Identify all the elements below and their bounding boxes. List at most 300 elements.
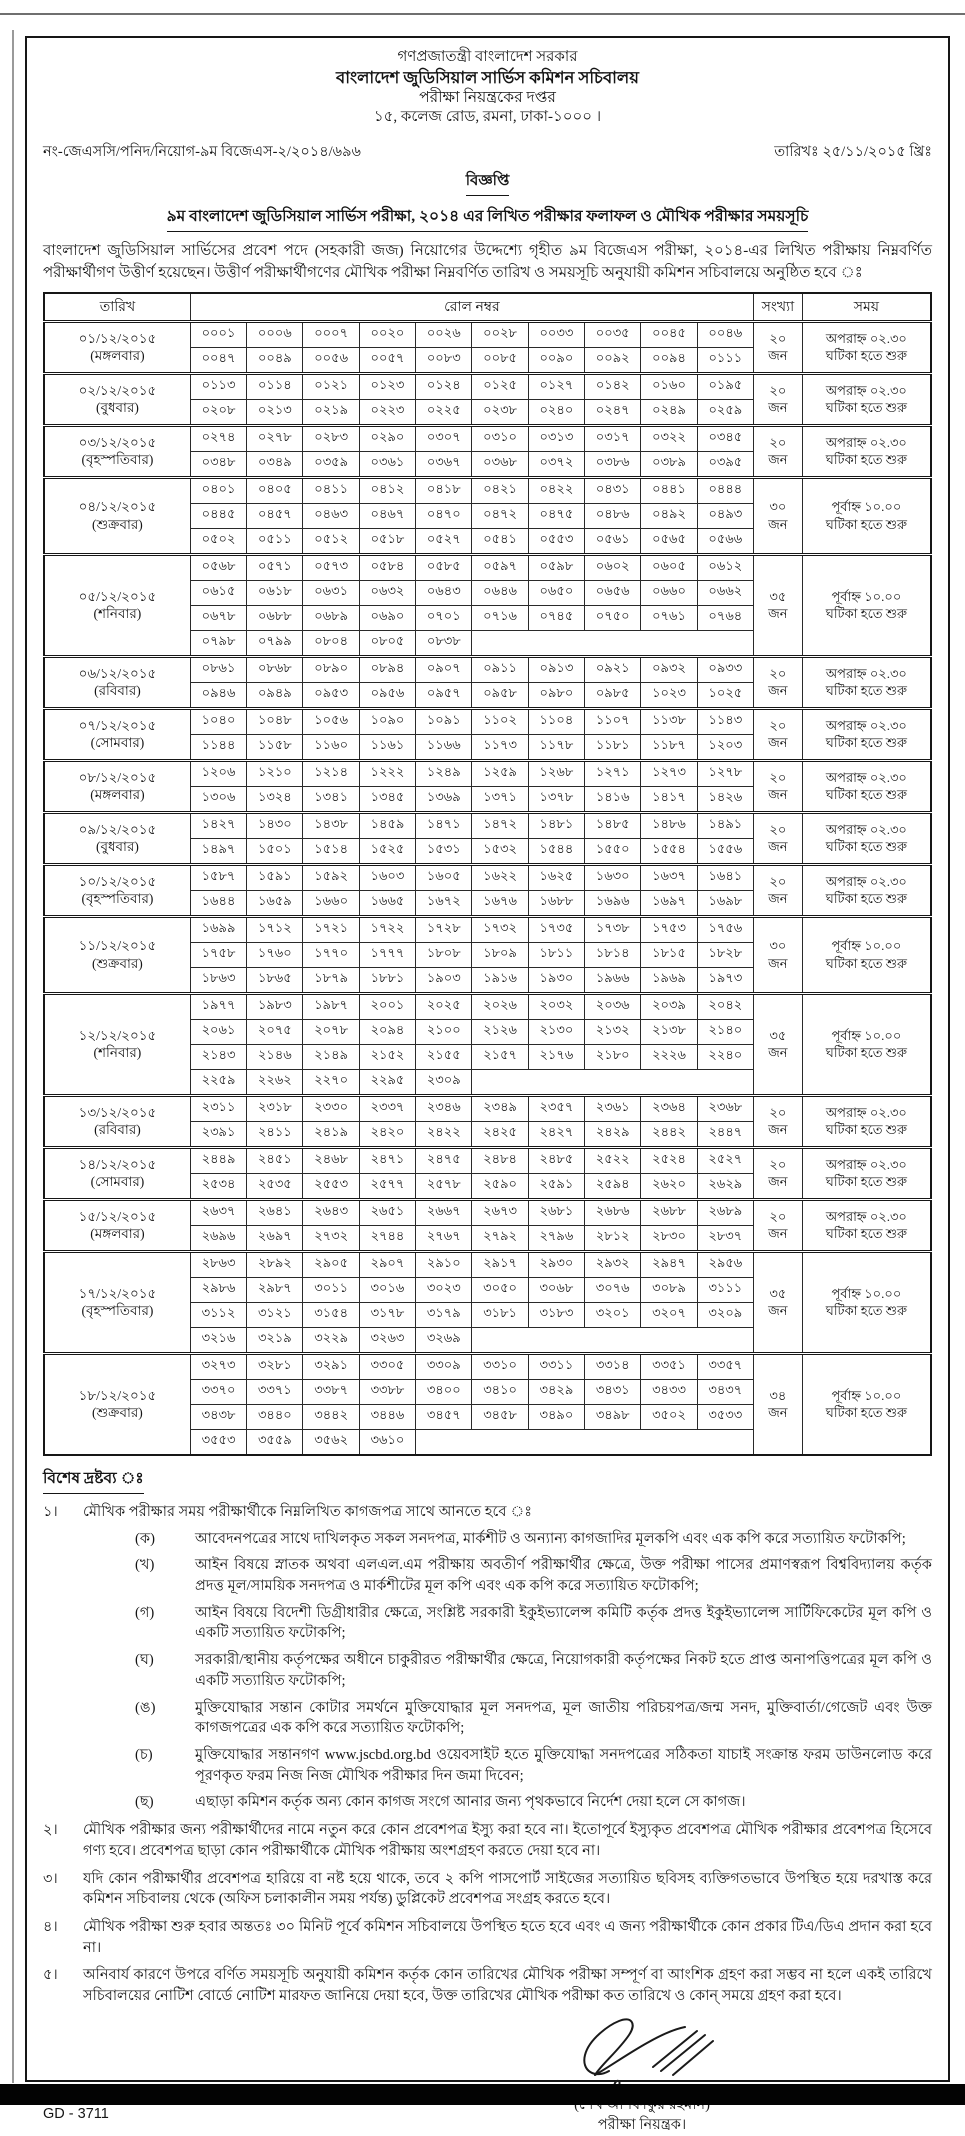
roll-number-cell: ২২৭০ [303, 1069, 359, 1095]
roll-number-cell: ২৫৭৭ [359, 1173, 415, 1199]
exam-date: ১৮/১২/২০১৫ [78, 1387, 157, 1403]
roll-number-cell: ০৪২২ [528, 477, 584, 503]
special-note-heading: বিশেষ দ্রষ্টব্য ঃ [43, 1466, 144, 1494]
roll-number-cell: ১৬২৫ [528, 864, 584, 890]
roll-number-cell: ১৪৭২ [472, 812, 528, 838]
roll-number-cell: ০৩৮৯ [641, 451, 697, 477]
roll-number-cell: ২৪৬৮ [303, 1147, 359, 1173]
roll-number-cell: ২০৭৮ [303, 1019, 359, 1044]
roll-number-cell: ৩০১৬ [359, 1277, 415, 1302]
roll-number-cell: ১৬৬০ [303, 890, 359, 916]
roll-number-cell: ২৫৯০ [472, 1173, 528, 1199]
letterhead-line: বাংলাদেশ জুডিসিয়াল সার্ভিস কমিশন সচিবালয় [336, 68, 639, 88]
roll-number-cell: ০২৪৭ [585, 399, 641, 425]
roll-number-cell: ১২২২ [359, 760, 415, 786]
roll-number-cell: ১৮৭৯ [303, 967, 359, 993]
roll-number-cell: ১৬৪১ [697, 864, 753, 890]
time-line: অপরাহ্ন ০২.৩০ [825, 717, 907, 733]
roll-number-cell: ২০৬১ [190, 1019, 246, 1044]
roll-number-cell: ০৮৬৮ [247, 656, 303, 682]
roll-number-cell: ০৮০৫ [359, 630, 415, 656]
roll-number-cell: ১৬০৫ [416, 864, 472, 890]
roll-number-cell: ০৫২৭ [416, 528, 472, 554]
exam-date: ০৩/১২/২০১৫ [78, 434, 157, 450]
roll-number-cell: ১২৭৩ [641, 760, 697, 786]
exam-day: (শুক্রবার) [92, 1405, 143, 1421]
roll-number-cell: ২১৩৮ [641, 1019, 697, 1044]
roll-number-cell: ১৭২১ [303, 916, 359, 942]
roll-number-cell: ০৮০৪ [303, 630, 359, 656]
note-subitem [135, 1792, 932, 1813]
roll-number-cell: ১৫১৪ [303, 838, 359, 864]
time-line: ঘটিকা হতে শুরু [825, 1226, 907, 1242]
roll-number-cell: ০৫১৮ [359, 528, 415, 554]
roll-number-cell: ১৮২৮ [697, 942, 753, 967]
roll-number-cell: ২২৪০ [697, 1044, 753, 1069]
roll-number-cell: ২১৪৬ [247, 1044, 303, 1069]
exam-day: (সোমবার) [90, 1174, 145, 1190]
roll-number-cell: ১৮০৮ [416, 942, 472, 967]
roll-number-cell: ১৪৮১ [528, 812, 584, 838]
roll-number-cell: ০০৪৫ [641, 321, 697, 347]
schedule-table-body [44, 321, 931, 1455]
time-line: ঘটিকা হতে শুরু [825, 955, 907, 971]
roll-number-cell: ৩২০৭ [641, 1302, 697, 1327]
subnote-text: এছাড়া কমিশন কর্তৃক অন্য কোন কাগজ সংগে আনার জন্য পৃথকভাবে নির্দেশ দেয়া হলে সে কাগজ। [195, 1794, 746, 1811]
roll-number-cell: ১৪১৭ [641, 786, 697, 812]
roll-number-cell: ০৯৩২ [641, 656, 697, 682]
roll-number-cell: ০৫৫৩ [528, 528, 584, 554]
roll-number-cell: ২০৯৪ [359, 1019, 415, 1044]
subnote-label: (ঘ) [135, 1652, 154, 1669]
roll-number-cell: ২৯১৭ [472, 1251, 528, 1277]
exam-date-cell [44, 864, 190, 916]
roll-number-cell: ০১৯৫ [697, 373, 753, 399]
schedule-row [44, 1251, 931, 1277]
notes-list [43, 1502, 932, 2007]
roll-number-cell: ০২৭৮ [247, 425, 303, 451]
roll-number-cell: ১৫৩১ [416, 838, 472, 864]
time-line: ঘটিকা হতে শুরু [825, 452, 907, 468]
roll-number-cell: ২৪৭৫ [416, 1147, 472, 1173]
roll-number-cell: ০৫৯৮ [528, 554, 584, 580]
roll-number-cell: ০২৭৪ [190, 425, 246, 451]
subnote-label: (ক) [135, 1530, 155, 1547]
roll-number-cell: ২৬৯৬ [190, 1225, 246, 1251]
time-line: ঘটিকা হতে শুরু [825, 400, 907, 416]
roll-number-cell: ১৫৫৬ [697, 838, 753, 864]
roll-number-cell: ০৬০২ [585, 554, 641, 580]
count-unit: জন [768, 735, 788, 751]
roll-number-cell: ১২৬৮ [528, 760, 584, 786]
roll-number-cell: ০৫৭১ [247, 554, 303, 580]
roll-number-cell: ২১৪০ [697, 1019, 753, 1044]
roll-number-cell: ১৭৭৭ [359, 942, 415, 967]
roll-number-cell: ০৯৪৬ [190, 682, 246, 708]
roll-number-cell: ২২৯৫ [359, 1069, 415, 1095]
exam-day: (বৃহস্পতিবার) [81, 1303, 154, 1319]
roll-number-cell: ১১৬৬ [416, 734, 472, 760]
roll-number-cell: ০১১৩ [190, 373, 246, 399]
roll-number-cell: ২৬২০ [641, 1173, 697, 1199]
page-left-rule [12, 30, 14, 2083]
roll-number-cell: ১১৬০ [303, 734, 359, 760]
roll-number-cell: ১৬২২ [472, 864, 528, 890]
roll-number-cell: ১১৪৪ [190, 734, 246, 760]
roll-number-cell: ১৪৩৮ [303, 812, 359, 838]
roll-number-cell: ৩০২৩ [416, 1277, 472, 1302]
roll-number-cell: ০৩৯৫ [697, 451, 753, 477]
roll-number-cell: ১০৯০ [359, 708, 415, 734]
candidate-count-cell [753, 864, 802, 916]
roll-number-cell: ২৬৮৯ [697, 1199, 753, 1225]
roll-number-cell: ০০২০ [359, 321, 415, 347]
roll-number-cell: ১৩২৪ [247, 786, 303, 812]
roll-number-cell: ০৪৬৭ [359, 503, 415, 528]
roll-number-cell: ০৫০২ [190, 528, 246, 554]
roll-number-cell: ১৬৯৭ [641, 890, 697, 916]
roll-number-cell: ২৩৩০ [303, 1095, 359, 1121]
roll-number-cell: ১৯৬৯ [641, 967, 697, 993]
note-number: ৪। [43, 1919, 58, 1936]
roll-number-cell: ০৪৭২ [472, 503, 528, 528]
roll-number-cell: ০৬৭৮ [190, 605, 246, 630]
time-line: অপরাহ্ন ০২.৩০ [825, 873, 907, 889]
roll-number-cell: ৩৩১০ [472, 1353, 528, 1379]
time-line: ঘটিকা হতে শুরু [825, 839, 907, 855]
count-unit: জন [768, 955, 788, 971]
roll-number-cell: ০৬৮৯ [303, 605, 359, 630]
count-value: ৩৫ [769, 1285, 787, 1301]
roll-number-cell: ২১৫৭ [472, 1044, 528, 1069]
count-value: ২০ [769, 717, 787, 733]
note-number: ২। [43, 1822, 58, 1839]
col-header-roll: রোল নম্বর [190, 293, 753, 322]
exam-time-cell [802, 708, 931, 760]
roll-number-cell: ১৯৩০ [528, 967, 584, 993]
roll-number-cell: ২৪৮৫ [528, 1147, 584, 1173]
roll-number-cell: ৩২০৯ [697, 1302, 753, 1327]
schedule-row [44, 760, 931, 786]
exam-day: (শুক্রবার) [92, 955, 143, 971]
roll-number-cell: ২১৪৯ [303, 1044, 359, 1069]
roll-number-cell: ৩২৬৩ [359, 1327, 415, 1353]
schedule-row [44, 864, 931, 890]
roll-number-cell: ১৫৩২ [472, 838, 528, 864]
roll-number-cell: ৩৩০৯ [416, 1353, 472, 1379]
exam-date-cell [44, 554, 190, 656]
exam-day: (রবিবার) [94, 1122, 141, 1138]
subnote-text: মুক্তিযোদ্ধার সন্তান কোটার সমর্থনে মুক্তিযোদ্ধার মূল সনদপত্র, মূল জাতীয় পরিচয়পত্র/জন্ম সনদ, মুক্তিবার্তা/গেজেট এবং উক্ত কাগজপত্রের এক কপি করে সত্যায়িত ফটোকপি; [195, 1699, 932, 1737]
roll-number-cell: ২০২৬ [472, 993, 528, 1019]
subnote-text: আইন বিষয়ে বিদেশী ডিগ্রীধারীর ক্ষেত্রে, সংশ্লিষ্ট সরকারী ইকুইভ্যালেন্স কমিটি কর্তৃক প্রদত্ত ইকুইভ্যালেন্স সার্টিফিকেটের মূল কপি ও একটি সত্যায়িত ফটোকপি; [195, 1604, 932, 1642]
roll-number-cell: ২৯৩২ [585, 1251, 641, 1277]
schedule-row [44, 1353, 931, 1379]
roll-number-cell: ৩৪৩৩ [641, 1379, 697, 1404]
roll-number-cell: ২৩৬৪ [641, 1095, 697, 1121]
roll-number-cell: ৩১৮১ [472, 1302, 528, 1327]
roll-number-cell: ৩০১১ [303, 1277, 359, 1302]
roll-number-cell: ০৩৮৬ [585, 451, 641, 477]
exam-time-cell [802, 656, 931, 708]
roll-number-cell: ২৬৬৭ [416, 1199, 472, 1225]
document-frame [25, 36, 950, 2134]
roll-number-cell: ৩০৫০ [472, 1277, 528, 1302]
schedule-row [44, 321, 931, 347]
roll-number-cell: ১৬৯৬ [585, 890, 641, 916]
roll-number-cell: ০৯৫৮ [472, 682, 528, 708]
roll-number-cell: ০৬১২ [697, 554, 753, 580]
roll-number-cell: ০৬৬০ [641, 580, 697, 605]
candidate-count-cell [753, 1199, 802, 1251]
roll-number-cell: ২৪১৯ [303, 1121, 359, 1147]
count-value: ২০ [769, 434, 787, 450]
exam-date: ০৮/১২/২০১৫ [78, 769, 157, 785]
roll-number-cell: ০০০১ [190, 321, 246, 347]
subnote-text: মুক্তিযোদ্ধার সন্তানগণ www.jscbd.org.bd ওয়েবসাইট হতে মুক্তিযোদ্ধা সনদপত্রের সঠিকতা যাচাই সংক্রান্ত ফরম ডাউনলোড করে পূরণকৃত ফরম নিজ নিজ মৌখিক পরীক্ষার দিন জমা দিবেন; [195, 1747, 932, 1784]
candidate-count-cell [753, 1251, 802, 1353]
roll-number-cell: ২৭৯২ [472, 1225, 528, 1251]
roll-number-cell: ২৮৩৭ [697, 1225, 753, 1251]
roll-number-cell: ১২৭৮ [697, 760, 753, 786]
roll-number-cell: ০১২৩ [359, 373, 415, 399]
roll-number-cell: ৩৬১০ [359, 1429, 415, 1455]
roll-number-cell: ২৯০৫ [303, 1251, 359, 1277]
roll-number-cell: ৩৩৭০ [190, 1379, 246, 1404]
roll-number-cell: ২৩০৯ [416, 1069, 472, 1095]
roll-number-cell: ১৫৯২ [303, 864, 359, 890]
roll-number-cell: ২৬৪৩ [303, 1199, 359, 1225]
exam-day: (শনিবার) [93, 606, 142, 622]
roll-number-cell: ১৬৩০ [585, 864, 641, 890]
roll-number-cell: ২৩৫৭ [528, 1095, 584, 1121]
roll-number-cell: ০৫১২ [303, 528, 359, 554]
note-subitem [135, 1650, 932, 1691]
exam-date-cell [44, 993, 190, 1095]
roll-number-cell: ০৫৮৫ [416, 554, 472, 580]
count-value: ২০ [769, 873, 787, 889]
time-line: অপরাহ্ন ০২.৩০ [825, 434, 907, 450]
roll-number-cell: ২৯১০ [416, 1251, 472, 1277]
exam-date: ১৩/১২/২০১৫ [78, 1104, 157, 1120]
roll-number-cell: ২৫৫৩ [303, 1173, 359, 1199]
note-item [43, 1820, 932, 1861]
count-value: ২০ [769, 665, 787, 681]
candidate-count-cell [753, 708, 802, 760]
roll-number-cell: ২২৬২ [247, 1069, 303, 1095]
exam-date-cell [44, 708, 190, 760]
exam-day: (মঙ্গলবার) [90, 348, 145, 364]
schedule-row [44, 1199, 931, 1225]
roll-number-cell: ১৪৯৭ [190, 838, 246, 864]
roll-number-cell: ০৬৫৬ [585, 580, 641, 605]
roll-number-cell: ০২০৮ [190, 399, 246, 425]
roll-number-cell: ১৩৬৯ [416, 786, 472, 812]
exam-date-cell [44, 1147, 190, 1199]
roll-number-cell: ১৬৭৬ [472, 890, 528, 916]
roll-number-cell: ০৩১৭ [585, 425, 641, 451]
count-value: ২০ [769, 330, 787, 346]
exam-time-cell [802, 760, 931, 812]
roll-number-cell: ০৬৫০ [528, 580, 584, 605]
exam-date: ০৪/১২/২০১৫ [78, 499, 157, 515]
roll-number-cell: ০১২৪ [416, 373, 472, 399]
roll-number-cell: ১৪৫৯ [359, 812, 415, 838]
roll-number-cell: ০৬৬২ [697, 580, 753, 605]
roll-number-cell: ০৭৬১ [641, 605, 697, 630]
exam-date-cell [44, 760, 190, 812]
subnote-label: (চ) [135, 1747, 153, 1763]
roll-number-cell: ২৫৭৮ [416, 1173, 472, 1199]
roll-number-cell: ০৭০১ [416, 605, 472, 630]
roll-number-cell: ০৭৯৮ [190, 630, 246, 656]
roll-number-cell: ০৪৯২ [641, 503, 697, 528]
roll-number-cell: ৩৫৫৩ [190, 1429, 246, 1455]
note-item [43, 1917, 932, 1958]
roll-number-cell: ২৯৫৬ [697, 1251, 753, 1277]
exam-day: (বুধবার) [95, 839, 139, 855]
roll-number-cell: ২৫২৪ [641, 1147, 697, 1173]
roll-number-cell: ০৯৪৯ [247, 682, 303, 708]
exam-date: ০৫/১২/২০১৫ [78, 588, 157, 604]
time-line: অপরাহ্ন ০২.৩০ [825, 769, 907, 785]
count-unit: জন [768, 1122, 788, 1138]
roll-number-cell: ১৭৭০ [303, 942, 359, 967]
roll-number-cell: ১৪৭১ [416, 812, 472, 838]
candidate-count-cell [753, 425, 802, 477]
count-value: ২০ [769, 1104, 787, 1120]
roll-number-cell: ০৬৪৩ [416, 580, 472, 605]
roll-number-cell: ২৩৬১ [585, 1095, 641, 1121]
roll-number-cell: ০৩১৩ [528, 425, 584, 451]
roll-number-cell: ০০২৮ [472, 321, 528, 347]
roll-number-cell: ৩৪৩৭ [697, 1379, 753, 1404]
time-line: পূর্বাহ্ন ১০.০০ [831, 938, 902, 954]
time-line: অপরাহ্ন ০২.৩০ [825, 330, 907, 346]
count-value: ৩৫ [769, 1027, 787, 1043]
roll-number-cell: ০৩৭২ [528, 451, 584, 477]
roll-number-cell: ০৮৩৮ [416, 630, 472, 656]
roll-number-cell: ০৩৪৫ [697, 425, 753, 451]
roll-number-cell: ৩৪৪২ [303, 1404, 359, 1429]
roll-number-cell: ০৭৫০ [585, 605, 641, 630]
roll-number-cell: ১৭৫৮ [190, 942, 246, 967]
count-unit: জন [768, 891, 788, 907]
note-number: ১। [43, 1503, 58, 1520]
roll-number-cell: ২১২৬ [472, 1019, 528, 1044]
roll-number-cell: ১৯৮৩ [247, 993, 303, 1019]
roll-number-cell: ১৬৬৫ [359, 890, 415, 916]
schedule-row [44, 373, 931, 399]
roll-number-cell: ০০৪৭ [190, 347, 246, 373]
roll-number-cell: ০১২৭ [528, 373, 584, 399]
exam-date-cell [44, 425, 190, 477]
roll-number-cell: ০৪৮৬ [585, 503, 641, 528]
roll-number-cell: ০৫৬৮ [190, 554, 246, 580]
time-line: অপরাহ্ন ০২.৩০ [825, 665, 907, 681]
roll-number-cell: ২৭৬৭ [416, 1225, 472, 1251]
roll-number-cell: ২৯০৭ [359, 1251, 415, 1277]
roll-number-cell: ২৩১৮ [247, 1095, 303, 1121]
roll-number-cell: ১৬৩৭ [641, 864, 697, 890]
roll-number-cell: ২১৫৫ [416, 1044, 472, 1069]
schedule-row [44, 812, 931, 838]
candidate-count-cell [753, 321, 802, 373]
roll-number-cell: ০৪১৮ [416, 477, 472, 503]
roll-number-cell: ০৯৫৩ [303, 682, 359, 708]
roll-number-cell: ৩৫৩৩ [697, 1404, 753, 1429]
roll-number-cell: ৩১৭৯ [416, 1302, 472, 1327]
count-value: ২০ [769, 382, 787, 398]
roll-number-cell: ০০৯৪ [641, 347, 697, 373]
roll-number-cell: ৩১১১ [697, 1277, 753, 1302]
note-item [43, 1502, 932, 1523]
roll-number-cell: ১১৭৮ [528, 734, 584, 760]
count-unit: জন [768, 1045, 788, 1061]
exam-date: ০৭/১২/২০১৫ [78, 717, 157, 733]
roll-number-cell: ০১২১ [303, 373, 359, 399]
subnote-label: (গ) [135, 1604, 155, 1621]
candidate-count-cell [753, 812, 802, 864]
exam-date: ১১/১২/২০১৫ [78, 938, 157, 954]
time-line: ঘটিকা হতে শুরু [825, 606, 907, 622]
roll-number-cell: ১৯৭৭ [190, 993, 246, 1019]
roll-number-cell: ৩৩১১ [528, 1353, 584, 1379]
exam-date: ১০/১২/২০১৫ [78, 873, 157, 889]
roll-number-cell: ০৪৭০ [416, 503, 472, 528]
roll-number-cell: ০০০৭ [303, 321, 359, 347]
roll-number-cell: ২৬৫১ [359, 1199, 415, 1225]
roll-number-cell: ৩৪১০ [472, 1379, 528, 1404]
roll-number-cell: ১৫২৫ [359, 838, 415, 864]
exam-time-cell [802, 477, 931, 554]
roll-number-cell: ১৮৮১ [359, 967, 415, 993]
roll-number-cell: ০৬৩১ [303, 580, 359, 605]
roll-number-cell: ০০৪৯ [247, 347, 303, 373]
schedule-row [44, 916, 931, 942]
roll-number-cell: ৩৪৪০ [247, 1404, 303, 1429]
issue-date: তারিখঃ ২৫/১১/২০১৫ খ্রিঃ [774, 144, 932, 161]
count-unit: জন [768, 452, 788, 468]
roll-number-cell: ০০৩৫ [585, 321, 641, 347]
roll-number-cell: ০২৫৯ [697, 399, 753, 425]
count-unit: জন [768, 1405, 788, 1421]
candidate-count-cell [753, 916, 802, 993]
roll-number-cell: ০২২৫ [416, 399, 472, 425]
exam-date: ০৬/১২/২০১৫ [78, 665, 157, 681]
time-line: ঘটিকা হতে শুরু [825, 1174, 907, 1190]
note-item [43, 1965, 932, 2006]
roll-number-cell: ২৪৮৪ [472, 1147, 528, 1173]
roll-number-cell: ২৬৯৭ [247, 1225, 303, 1251]
col-header-count: সংখ্যা [753, 293, 802, 322]
roll-number-cell: ০৪৬৩ [303, 503, 359, 528]
roll-number-cell: ১৭১২ [247, 916, 303, 942]
roll-number-cell: ৩৩৫৭ [697, 1353, 753, 1379]
count-unit: জন [768, 606, 788, 622]
roll-number-cell: ০২৩৮ [472, 399, 528, 425]
roll-number-cell: ০৭৯৯ [247, 630, 303, 656]
exam-time-cell [802, 993, 931, 1095]
roll-number-cell: ০৬১৫ [190, 580, 246, 605]
roll-number-cell: ০০৮৩ [416, 347, 472, 373]
schedule-row [44, 993, 931, 1019]
roll-number-cell: ১৬৭২ [416, 890, 472, 916]
roll-number-cell: ৩৫০২ [641, 1404, 697, 1429]
roll-number-cell: ০০৫৭ [359, 347, 415, 373]
exam-time-cell [802, 916, 931, 993]
count-value: ৩০ [769, 938, 787, 954]
